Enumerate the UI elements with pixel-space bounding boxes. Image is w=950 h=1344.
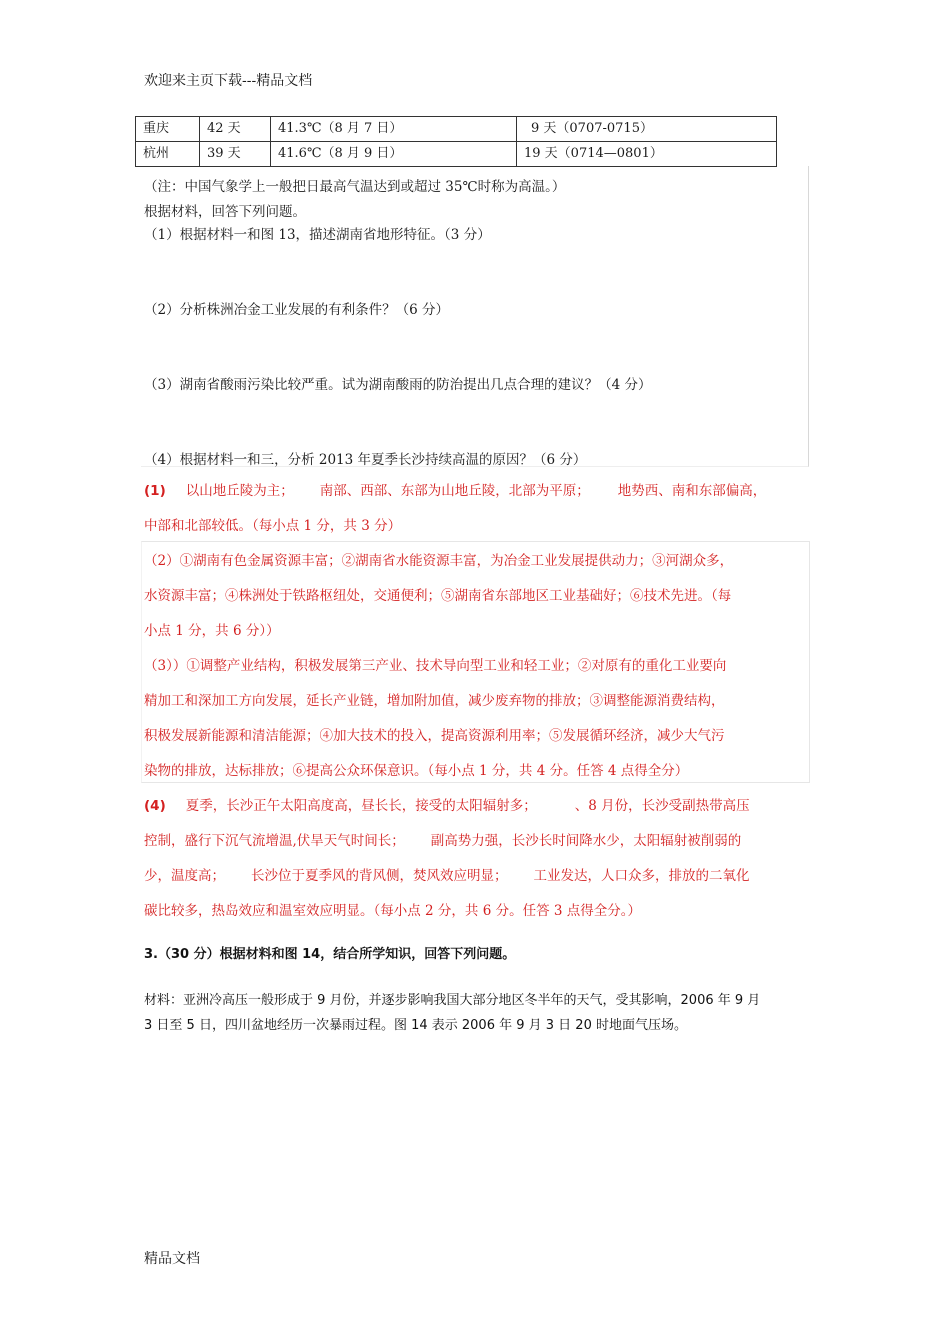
table-cell: 重庆: [136, 117, 200, 142]
question-2: （2）分析株洲冶金工业发展的有利条件？（6 分）: [144, 302, 449, 318]
table-cell: 杭州: [136, 142, 200, 167]
section-3-heading: 3.（30 分）根据材料和图 14，结合所学知识，回答下列问题。: [144, 947, 516, 962]
answer-3-line-3: 积极发展新能源和清洁能源；④加大技术的投入，提高资源利用率；⑤发展循环经济，减少大气污: [144, 728, 725, 744]
table-row: [136, 117, 777, 142]
table-cell: 9 天（0707-0715）: [517, 117, 777, 142]
instruction-text: 根据材料，回答下列问题。: [144, 204, 306, 220]
answer-4-line-3: [144, 859, 807, 894]
page-header: 欢迎来主页下载---精品文档: [144, 73, 313, 89]
answer-4-point-c: 控制，盛行下沉气流增温,伏旱天气时间长；: [144, 833, 405, 849]
answer-4-line-4: 碳比较多，热岛效应和温室效应明显。（每小点 2 分，共 6 分。任答 3 点得全分。）: [144, 903, 642, 919]
answer-3-line-2: 精加工和深加工方向发展，延长产业链，增加附加值，减少废弃物的排放；③调整能源消费结构，: [144, 693, 725, 709]
answer-3-line-1: （3））①调整产业结构，积极发展第三产业、技术导向型工业和轻工业；②对原有的重化工业要向: [144, 658, 727, 674]
answer-3-line-4: 染物的排放，达标排放；⑥提高公众环保意识。（每小点 1 分，共 4 分。任答 4 点得全分）: [144, 763, 689, 779]
answer-1-point-c: 地势西、南和东部偏高，: [617, 483, 767, 499]
answer-1-line-1: [144, 474, 807, 509]
note-text: （注：中国气象学上一般把日最高气温达到或超过 35℃时称为高温。）: [144, 179, 566, 195]
question-3: （3）湖南省酸雨污染比较严重。试为湖南酸雨的防治提出几点合理的建议？（4 分）: [144, 377, 652, 393]
table-cell: 19 天（0714—0801）: [517, 142, 777, 167]
answer-2-line-1: （2）①湖南有色金属资源丰富；②湖南省水能资源丰富，为冶金工业发展提供动力；③河湖众多，: [144, 553, 734, 569]
table-row: [136, 142, 777, 167]
answer-4-point-f: 长沙位于夏季风的背风侧，焚风效应明显；: [251, 868, 508, 884]
section-3-material-line-2: 3 日至 5 日，四川盆地经历一次暴雨过程。图 14 表示 2006 年 9 月 3 日 20 时地面气压场。: [144, 1018, 687, 1033]
answer-4-point-e: 少，温度高；: [144, 868, 225, 884]
question-1: （1）根据材料一和图 13，描述湖南省地形特征。（3 分）: [144, 227, 491, 243]
answer-4-point-a: 夏季，长沙正午太阳高度高，昼长长，接受的太阳辐射多；: [185, 798, 537, 814]
answer-4-number: (4): [144, 798, 166, 814]
answer-4-point-b: 、8 月份，长沙受副热带高压: [574, 798, 750, 814]
table-cell: 41.3℃（8 月 7 日）: [271, 117, 517, 142]
answer-2-line-3: 小点 1 分，共 6 分））: [144, 623, 280, 639]
answer-4-point-g: 工业发达，人口众多，排放的二氧化: [533, 868, 750, 884]
answer-4-line-2: [144, 824, 807, 859]
answer-4-line-1: [144, 789, 807, 824]
answer-2-line-2: 水资源丰富；④株洲处于铁路枢纽处，交通便利；⑤湖南省东部地区工业基础好；⑥技术先进。（每: [144, 588, 732, 604]
table-cell: 39 天: [200, 142, 271, 167]
table-cell: 42 天: [200, 117, 271, 142]
table-cell: 41.6℃（8 月 9 日）: [271, 142, 517, 167]
answer-1-number: (1): [144, 483, 166, 499]
temperature-table: [135, 116, 777, 167]
answer-4-point-d: 副高势力强，长沙长时间降水少，太阳辐射被削弱的: [430, 833, 742, 849]
answer-1-point-a: 以山地丘陵为主；: [185, 483, 294, 499]
question-4: （4）根据材料一和三，分析 2013 年夏季长沙持续高温的原因？（6 分）: [144, 452, 587, 468]
answer-1-point-b: 南部、西部、东部为山地丘陵，北部为平原；: [319, 483, 590, 499]
page-footer: 精品文档: [144, 1251, 200, 1267]
answer-1-line-2: 中部和北部较低。（每小点 1 分，共 3 分）: [144, 518, 402, 534]
section-3-material-line-1: 材料：亚洲冷高压一般形成于 9 月份，并逐步影响我国大部分地区冬半年的天气，受其影响，2006 年 9 月: [144, 993, 761, 1008]
